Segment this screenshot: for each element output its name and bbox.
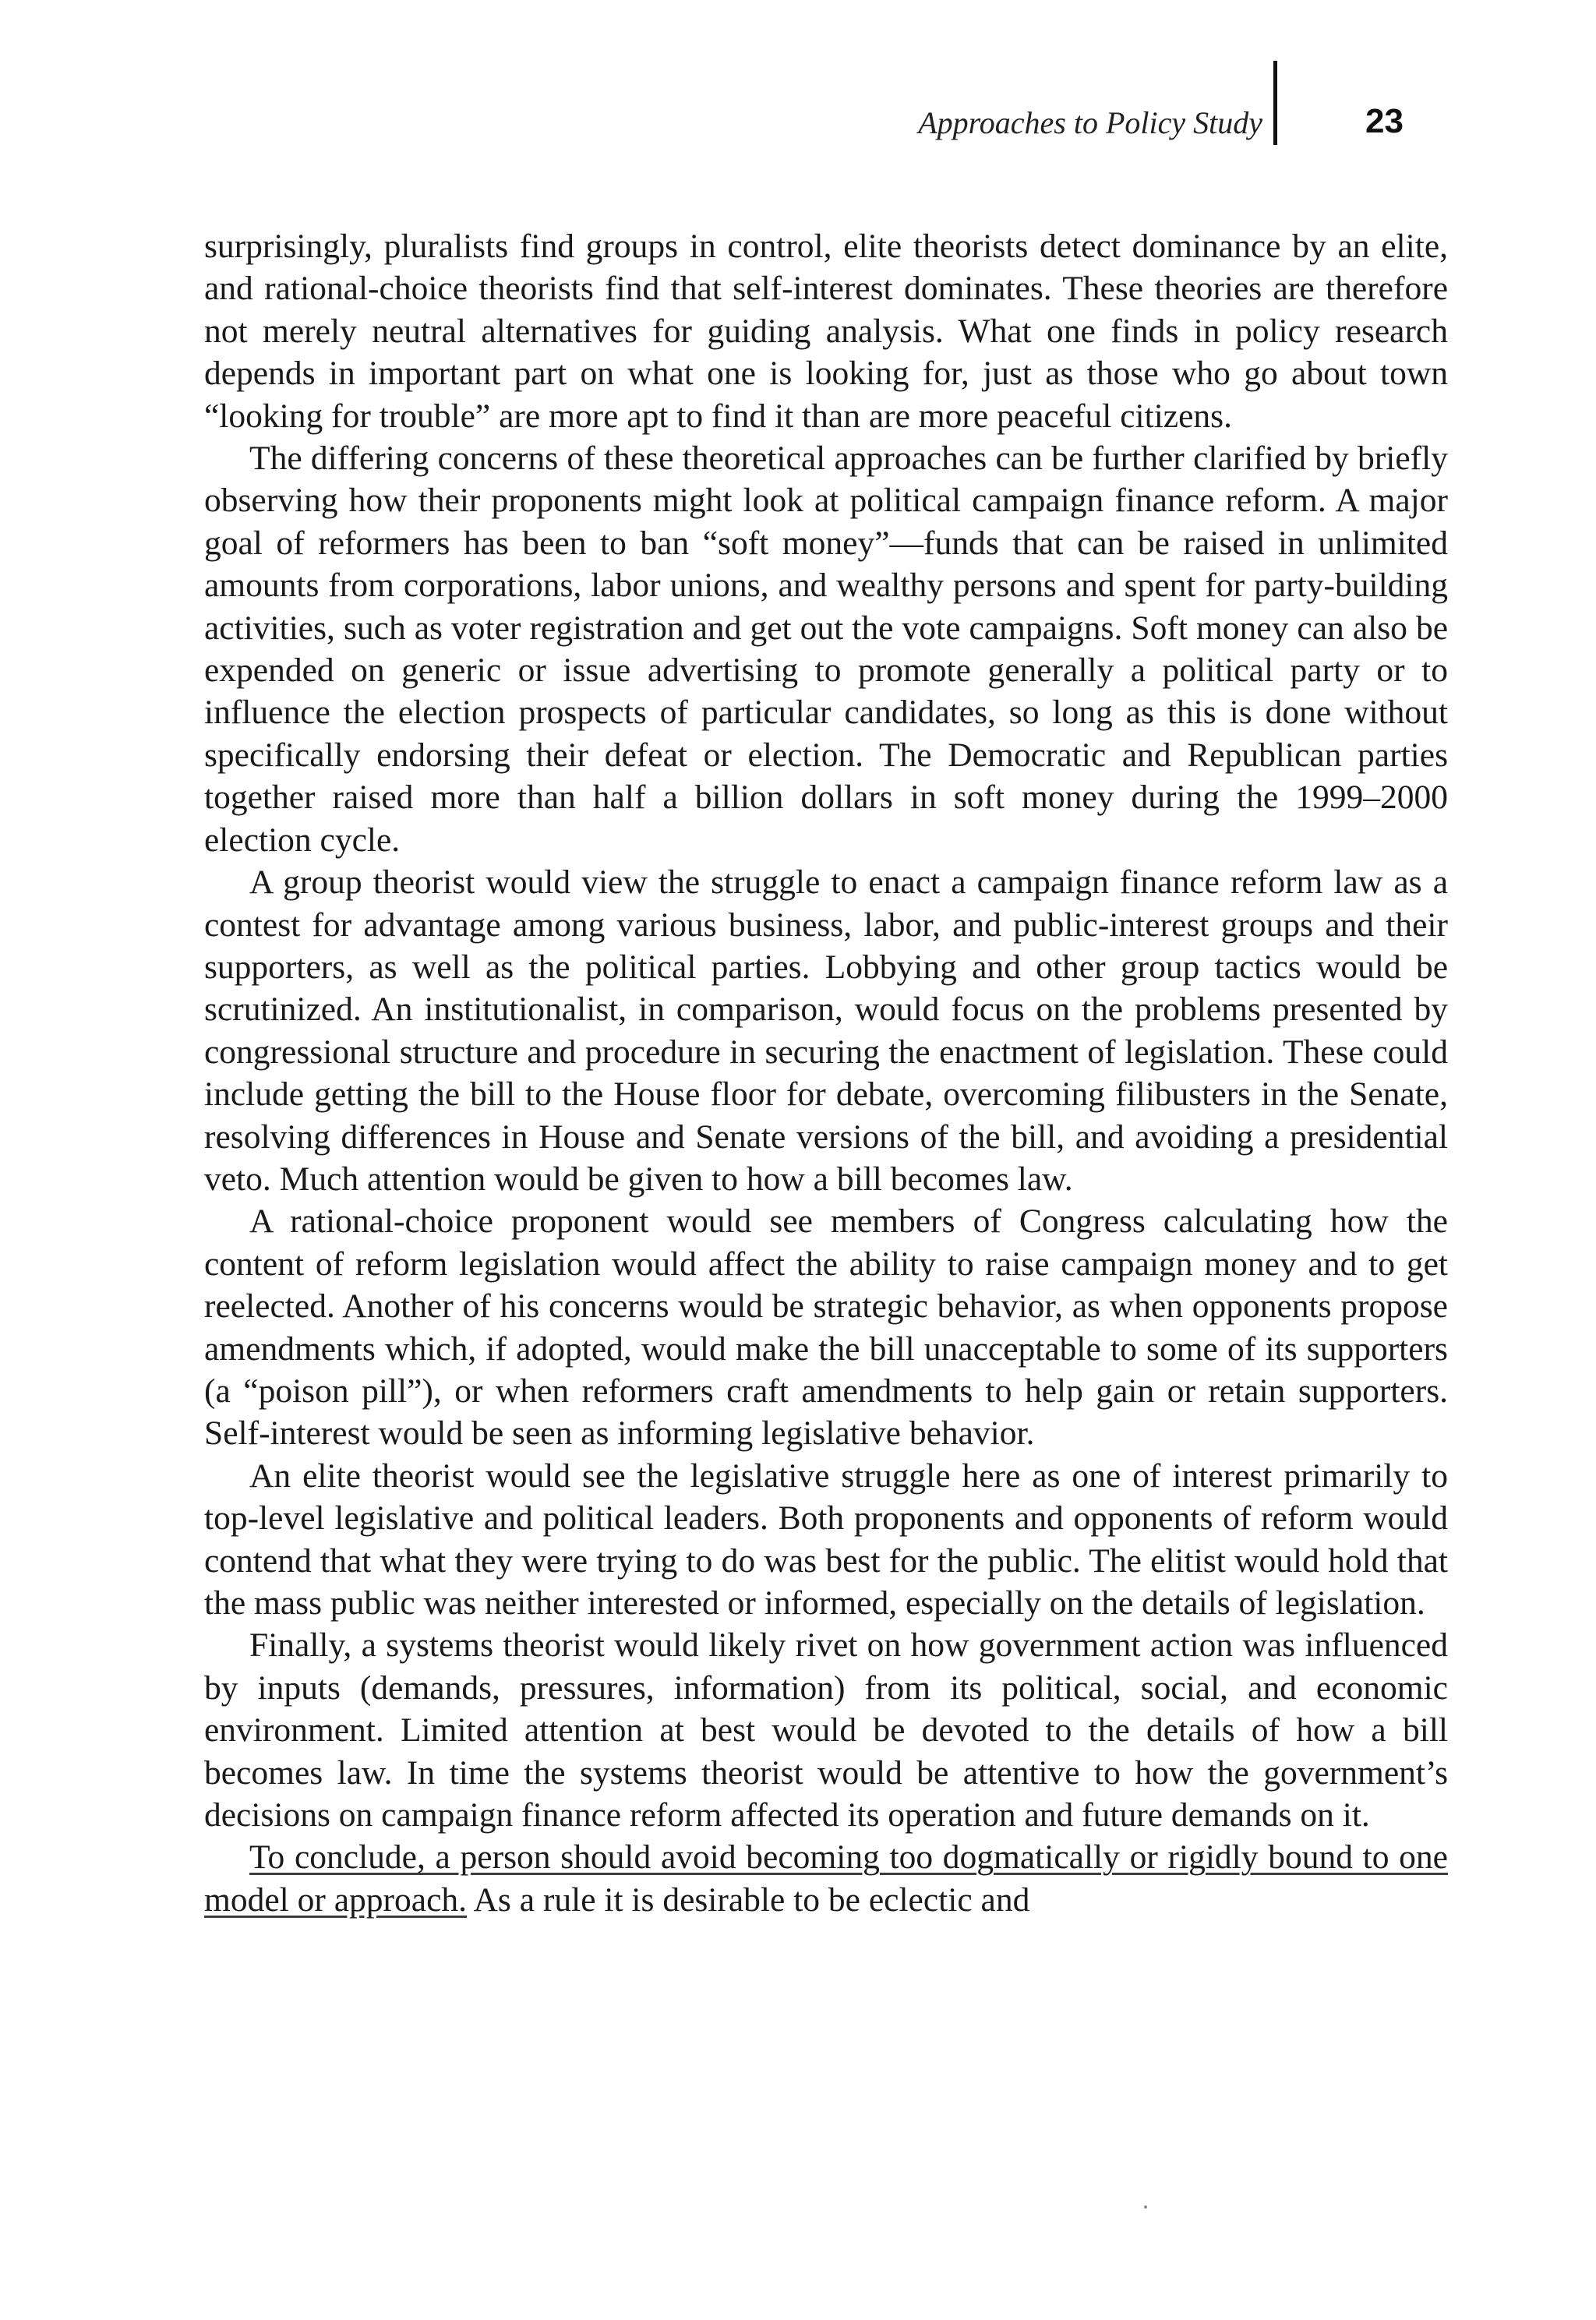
paragraph-conclusion xyxy=(204,1836,1448,1921)
paragraph-campaign-finance: The differing concerns of these theoretical approaches can be further clarified by briefly observing how their proponents might look at political campaign finance reform. A major goal of reformers has been to ban “soft money”—funds that can be raised in unlimited amounts from corporations, labor unions, and wealthy persons and spent for party-building activities, such as voter registration and get out the vote campaigns. Soft money can also be expended on generic or issue advertising to promote generally a political party or to influence the election prospects of particular candidates, so long as this is done without specifically endorsing their defeat or election. The Democratic and Republican parties together raised more than half a billion dollars in soft money during the 1999–2000 election cycle. xyxy=(204,440,1448,859)
running-header xyxy=(0,0,1596,156)
paragraph-group-theorist: A group theorist would view the struggle to enact a campaign finance reform law as a contest for advantage among various business, labor, and public-interest groups and their supporters, as well as the political parties. Lobbying and other group tactics would be scrutinized. An institutionalist, in comparison, would focus on the problems presented by congressional structure and procedure in securing the enactment of legislation. These could include getting the bill to the House floor for debate, overcoming filibusters in the Senate, resolving differences in House and Senate versions of the bill, and avoiding a presidential veto. Much attention would be given to how a bill becomes law. xyxy=(204,863,1448,1198)
paragraph-systems-theorist: Finally, a systems theorist would likely rivet on how government action was influenced by inputs (demands, pressures, information) from its political, social, and economic environment. Limited attention at best would be devoted to the details of how a bill becomes law. In time the systems theorist would be attentive to how the government’s decisions on campaign finance reform affected its operation and future demands on it. xyxy=(204,1626,1448,1834)
paragraph-elite-theorist: An elite theorist would see the legislative struggle here as one of interest primarily to top-level legislative and political leaders. Both proponents and opponents of reform would contend that what they were trying to do was best for the public. The elitist would hold that the mass public was neither interested or informed, especially on the details of legislation. xyxy=(204,1457,1448,1622)
paragraph-continued: surprisingly, pluralists find groups in control, elite theorists detect dominance by an elite, and rational-choice theorists find that self-interest dominates. These theories are therefore not merely neutral alternatives for guiding analysis. What one finds in policy research depends in important part on what one is looking for, just as those who go about town “looking for trouble” are more apt to find it than are more peaceful citizens. xyxy=(204,228,1448,435)
conclusion-text: As a rule it is desirable to be eclectic and xyxy=(467,1880,1030,1919)
header-divider-rule xyxy=(1273,61,1277,145)
stray-mark xyxy=(1144,2205,1147,2209)
page-number: 23 xyxy=(1365,102,1404,140)
body-text xyxy=(204,225,1448,1921)
running-header-title: Approaches to Policy Study xyxy=(918,105,1262,140)
handwritten-underline-text: To conclude, a person should avoid becoming too dogmatically or rigidly bound to one model or approach. xyxy=(204,1838,1448,1919)
paragraph-rational-choice: A rational-choice proponent would see members of Congress calculating how the content of reform legislation would affect the ability to raise campaign money and to get reelected. Another of his concerns would be strategic behavior, as when opponents propose amendments which, if adopted, would make the bill unacceptable to some of its supporters (a “poison pill”), or when reformers craft amendments to help gain or retain supporters. Self-interest would be seen as informing legislative behavior. xyxy=(204,1202,1448,1453)
